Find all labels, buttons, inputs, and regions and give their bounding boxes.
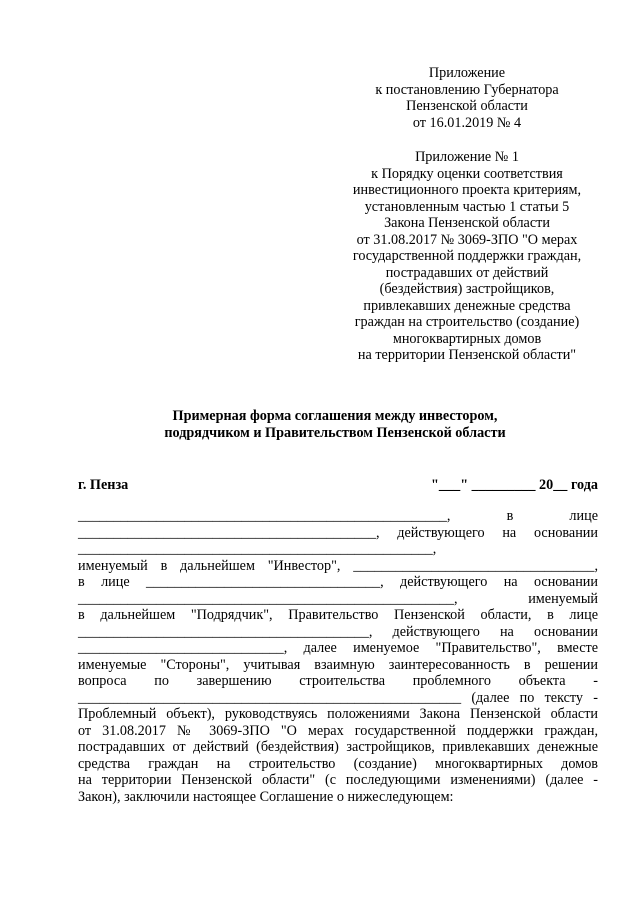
appendix-one-line: к Порядку оценки соответствия — [371, 165, 563, 182]
appendix-header — [336, 65, 598, 131]
body-line: __________________________________________, действующего на основании — [78, 524, 598, 541]
body-line: _____________________________________________________, именуемый — [78, 590, 598, 607]
appendix-one-line: (бездействия) застройщиков, — [379, 281, 555, 297]
appendix-one-line: на территории Пензенской области" — [357, 347, 577, 363]
body-line: _________________________________________, действующего на основании — [78, 623, 598, 640]
body-line: именуемые "Стороны", учитывая взаимную заинтересованность в решении — [78, 656, 598, 673]
appendix-header-line: Приложение — [428, 65, 506, 81]
body-line: на территории Пензенской области" (с последующими изменениями) (далее - — [78, 772, 598, 788]
appendix-one-line: установленным частью 1 статьи 5 — [364, 198, 570, 215]
document-title — [70, 408, 600, 441]
place-of-signing: г. Пенза — [78, 477, 129, 493]
body-line: ______________________________________________________ (далее по тексту - — [78, 689, 598, 706]
appendix-one-line: пострадавших от действий — [385, 264, 549, 281]
title-line: подрядчиком и Правительством Пензенской области — [164, 424, 506, 441]
title-line: Примерная форма соглашения между инвестором, — [172, 408, 498, 424]
body-line: Проблемный объект), руководствуясь положениями Закона Пензенской области — [78, 706, 598, 722]
appendix-one-line: Закона Пензенской области — [384, 215, 550, 231]
body-line: __________________________________________________, — [78, 541, 437, 557]
body-line: средства граждан на строительство (создание) многоквартирных домов — [78, 755, 598, 772]
body-line: вопроса по завершению строительства проблемного объекта - — [78, 673, 598, 689]
body-line: в лице _________________________________, действующего на основании — [78, 574, 598, 590]
body-line: ____________________________________________________, в лице — [78, 508, 598, 524]
appendix-header-line: к постановлению Губернатора — [375, 81, 559, 98]
appendix-one-line: привлекавших денежные средства — [363, 297, 571, 314]
date-line: "___" _________ 20__ года — [431, 477, 598, 493]
appendix-one-header — [336, 149, 598, 364]
body-line: Закон), заключили настоящее Соглашение о нижеследующем: — [78, 788, 454, 805]
appendix-one-line: граждан на строительство (создание) — [354, 314, 580, 330]
appendix-one-line: государственной поддержки граждан, — [352, 248, 582, 264]
appendix-header-line: Пензенской области — [406, 98, 528, 114]
body-line: пострадавших от действий (бездействия) застройщиков, привлекавших денежные — [78, 739, 598, 755]
body-line: от 31.08.2017 № 3069-ЗПО "О мерах государственной поддержки граждан, — [78, 722, 598, 739]
body-line: _____________________________, далее именуемое "Правительство", вместе — [78, 640, 598, 656]
body-line: в дальнейшем "Подрядчик", Правительство Пензенской области, в лице — [78, 607, 598, 623]
appendix-header-line: от 16.01.2019 № 4 — [412, 114, 522, 131]
appendix-one-line: многоквартирных домов — [392, 330, 542, 347]
appendix-one-line: Приложение № 1 — [415, 149, 519, 165]
agreement-preamble — [78, 508, 598, 805]
appendix-one-line: инвестиционного проекта критериям, — [352, 182, 582, 198]
body-line: именуемый в дальнейшем "Инвестор", __________________________________, — [78, 557, 598, 574]
appendix-one-line: от 31.08.2017 № 3069-ЗПО "О мерах — [356, 231, 578, 248]
